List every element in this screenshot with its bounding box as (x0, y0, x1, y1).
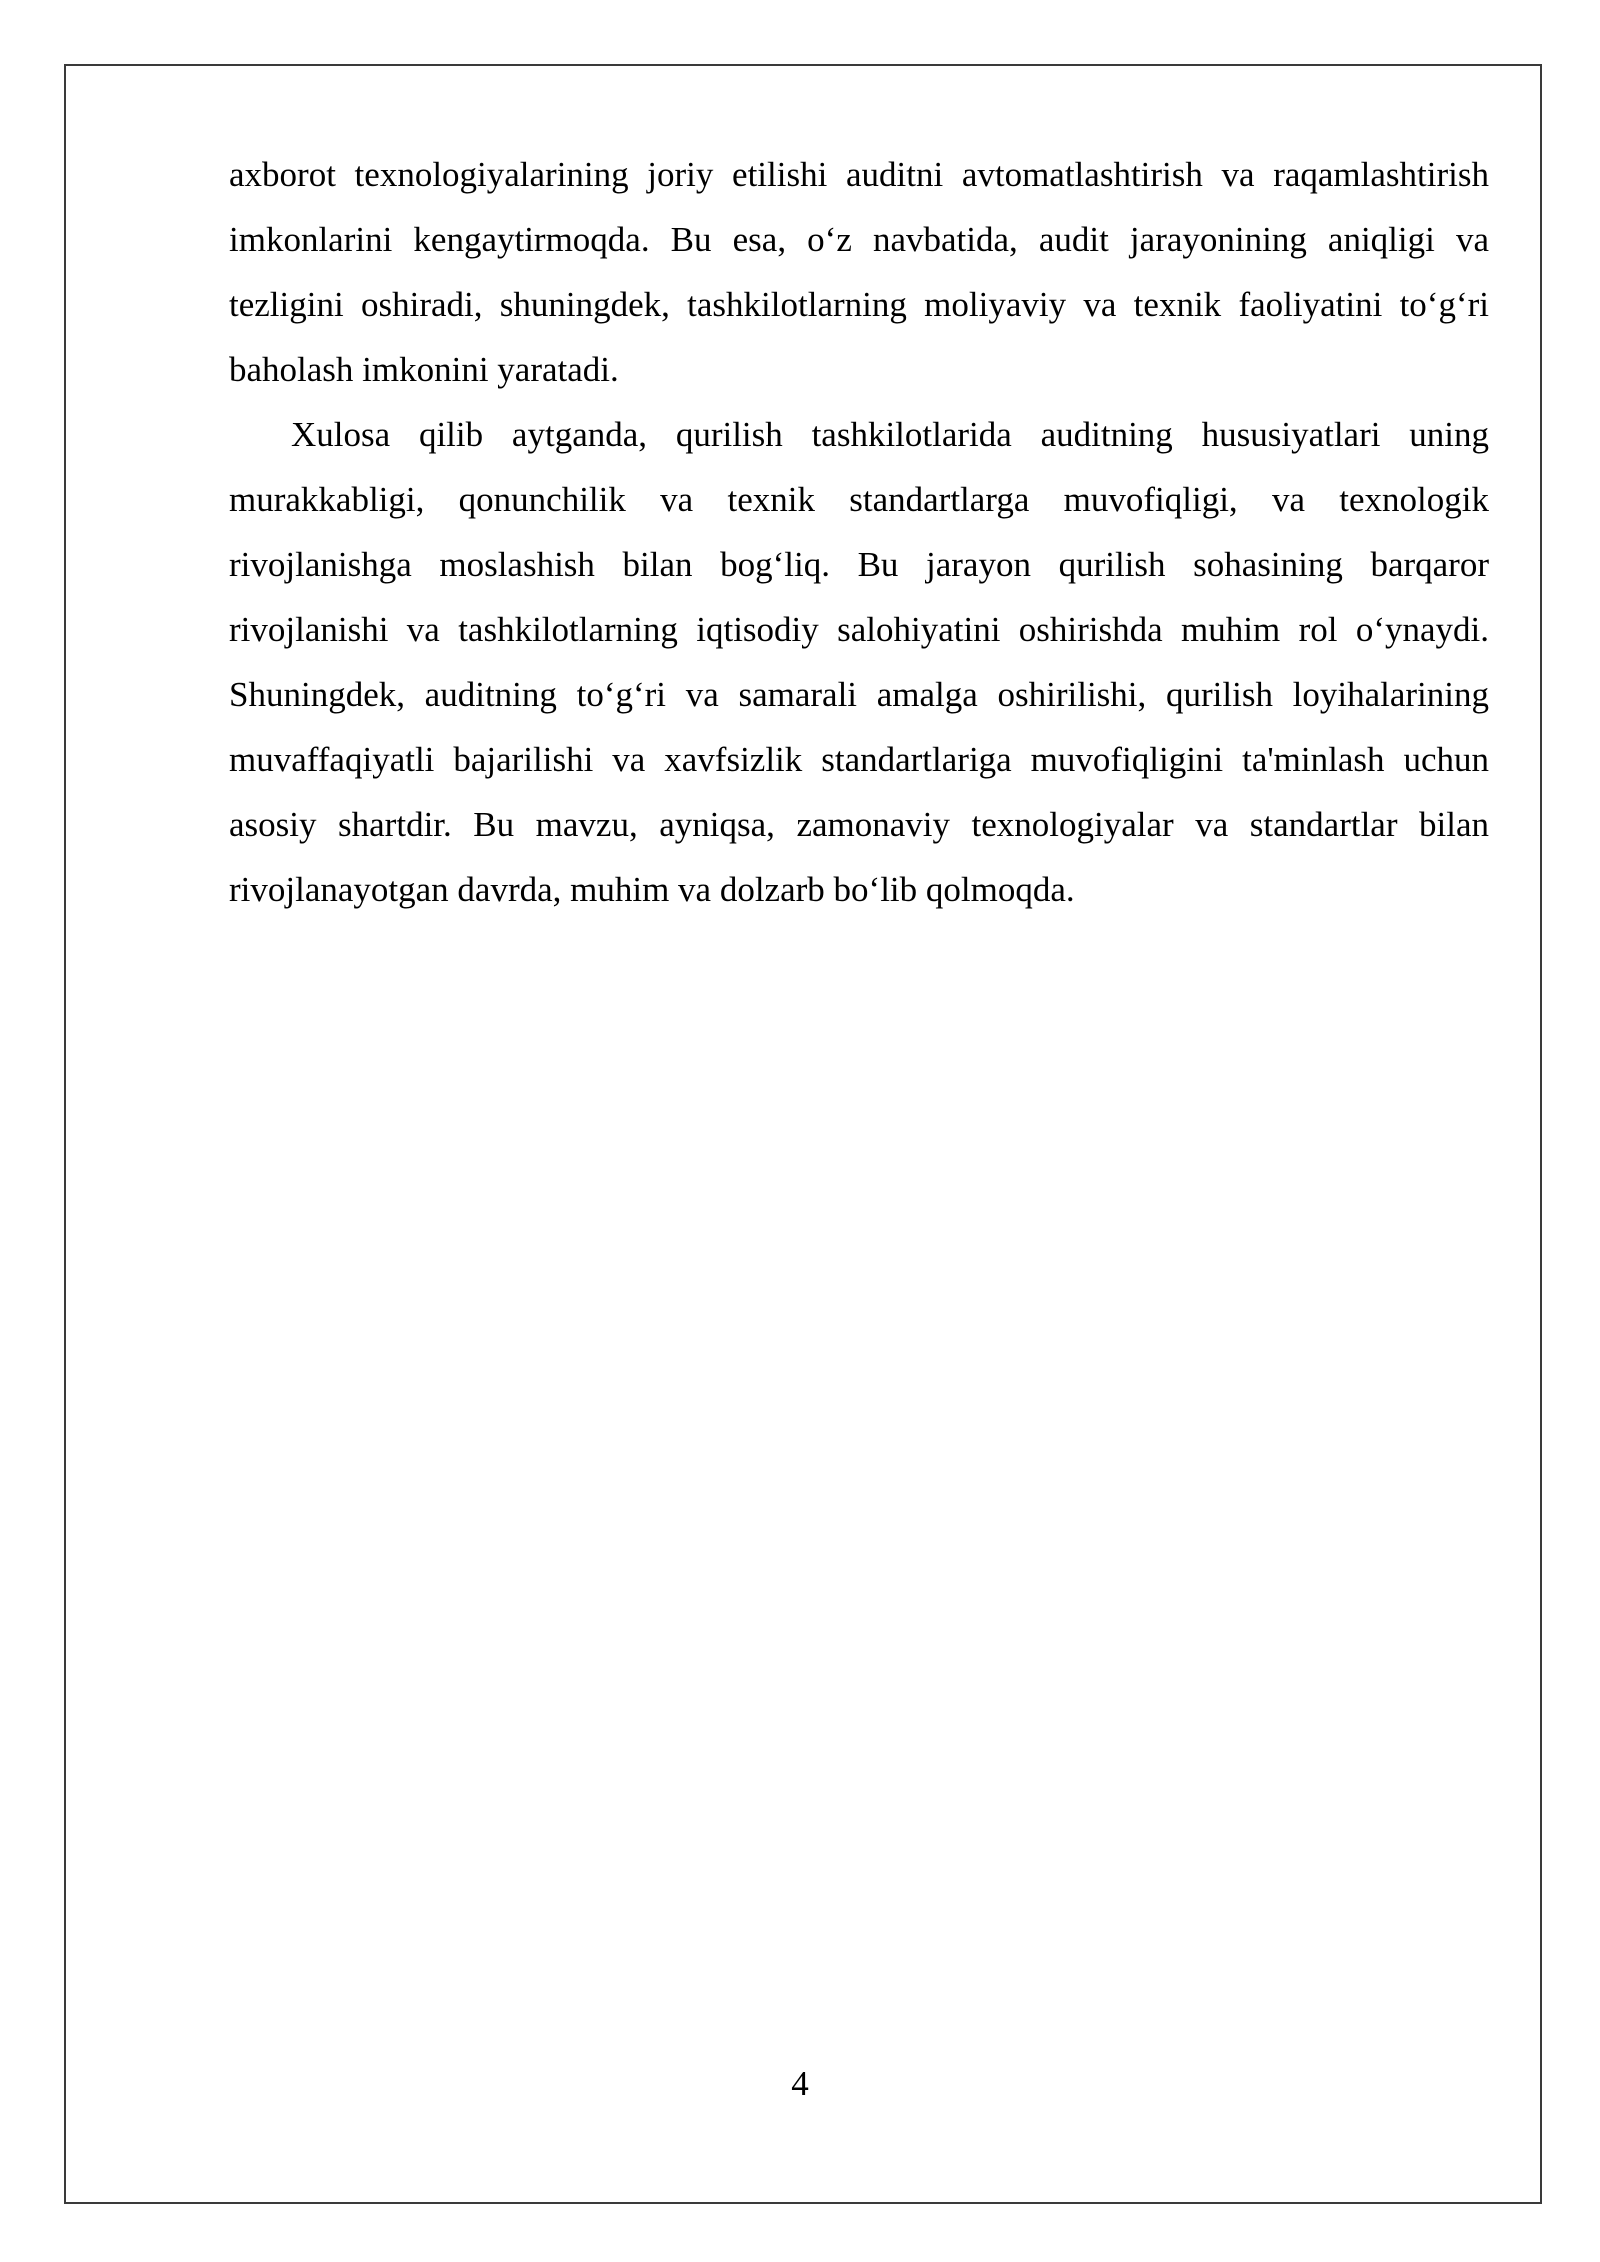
document-body (229, 142, 1489, 922)
page-number: 4 (791, 2064, 809, 2103)
paragraph-2: Xulosa qilib aytganda, qurilish tashkilotlarida auditning hususiyatlari uning murakkabligi, qonunchilik va texnik standartlarga muvofiqligi, va texnologik rivojlanishga moslashish bilan bog‘liq. Bu jarayon qurilish sohasining barqaror rivojlanishi va tashkilotlarning iqtisodiy salohiyatini oshirishda muhim rol o‘ynaydi. Shuningdek, auditning to‘g‘ri va samarali amalga oshirilishi, qurilish loyihalarining muvaffaqiyatli bajarilishi va xavfsizlik standartlariga muvofiqligini ta'minlash uchun asosiy shartdir. Bu mavzu, ayniqsa, zamonaviy texnologiyalar va standartlar bilan rivojlanayotgan davrda, muhim va dolzarb bo‘lib qolmoqda. (229, 415, 1489, 909)
paragraph-1: axborot texnologiyalarining joriy etilishi auditni avtomatlashtirish va raqamlashtirish imkonlarini kengaytirmoqda. Bu esa, o‘z navbatida, audit jarayonining aniqligi va tezligini oshiradi, shuningdek, tashkilotlarning moliyaviy va texnik faoliyatini to‘g‘ri baholash imkonini yaratadi. (229, 155, 1489, 389)
